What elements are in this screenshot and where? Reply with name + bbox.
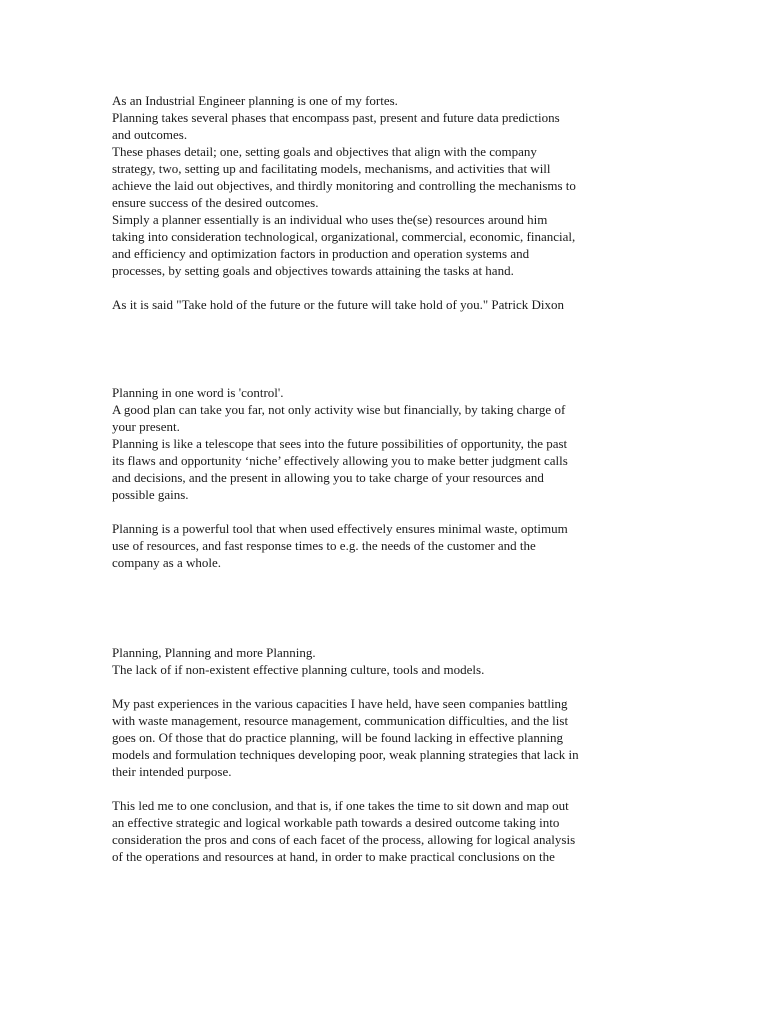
- text-line: This led me to one conclusion, and that is, if one takes the time to sit down and map out: [112, 798, 569, 813]
- text-line: These phases detail; one, setting goals and objectives that align with the company: [112, 144, 537, 159]
- text-line: Simply a planner essentially is an individual who uses the(se) resources around him: [112, 212, 548, 227]
- blank-line: [112, 279, 652, 296]
- section-planning-control: [112, 384, 652, 571]
- text-line: and decisions, and the present in allowing you to take charge of your resources and: [112, 470, 544, 485]
- text-line: consideration the pros and cons of each facet of the process, allowing for logical analysis: [112, 832, 576, 847]
- text-line: an effective strategic and logical workable path towards a desired outcome taking into: [112, 815, 560, 830]
- text-line: processes, by setting goals and objectives towards attaining the tasks at hand.: [112, 263, 514, 278]
- quote-line: As it is said "Take hold of the future or the future will take hold of you." Patrick Dixon: [112, 297, 564, 312]
- text-line: and efficiency and optimization factors in production and operation systems and: [112, 246, 530, 261]
- text-line: Planning in one word is 'control'.: [112, 385, 284, 400]
- text-line: possible gains.: [112, 487, 189, 502]
- text-line: use of resources, and fast response times to e.g. the needs of the customer and the: [112, 538, 536, 553]
- section-industrial-engineer-planning: [112, 92, 652, 313]
- text-line: ensure success of the desired outcomes.: [112, 195, 319, 210]
- blank-line: [112, 780, 652, 797]
- text-line: with waste management, resource management, communication difficulties, and the list: [112, 713, 569, 728]
- text-line: taking into consideration technological, organizational, commercial, economic, financial,: [112, 229, 576, 244]
- text-line: of the operations and resources at hand, in order to make practical conclusions on the: [112, 849, 555, 864]
- blank-line: [112, 678, 652, 695]
- text-line: Planning is like a telescope that sees into the future possibilities of opportunity, the past: [112, 436, 568, 451]
- text-line: As an Industrial Engineer planning is one of my fortes.: [112, 93, 398, 108]
- text-line: its flaws and opportunity ‘niche’ effectively allowing you to make better judgment calls: [112, 453, 568, 468]
- text-line: Planning takes several phases that encompass past, present and future data predictions: [112, 110, 560, 125]
- text-line: A good plan can take you far, not only activity wise but financially, by taking charge of: [112, 402, 566, 417]
- text-line: Planning, Planning and more Planning.: [112, 645, 316, 660]
- section-more-planning: [112, 644, 652, 865]
- text-line: strategy, two, setting up and facilitating models, mechanisms, and activities that will: [112, 161, 551, 176]
- text-line: company as a whole.: [112, 555, 222, 570]
- text-line: and outcomes.: [112, 127, 188, 142]
- text-line: their intended purpose.: [112, 764, 232, 779]
- text-line: models and formulation techniques developing poor, weak planning strategies that lack in: [112, 747, 579, 762]
- text-line: My past experiences in the various capacities I have held, have seen companies battling: [112, 696, 568, 711]
- blank-line: [112, 503, 652, 520]
- text-line: achieve the laid out objectives, and thirdly monitoring and controlling the mechanisms to: [112, 178, 576, 193]
- text-line: goes on. Of those that do practice planning, will be found lacking in effective planning: [112, 730, 564, 745]
- text-line: Planning is a powerful tool that when used effectively ensures minimal waste, optimum: [112, 521, 568, 536]
- text-line: your present.: [112, 419, 180, 434]
- text-line: The lack of if non-existent effective planning culture, tools and models.: [112, 662, 485, 677]
